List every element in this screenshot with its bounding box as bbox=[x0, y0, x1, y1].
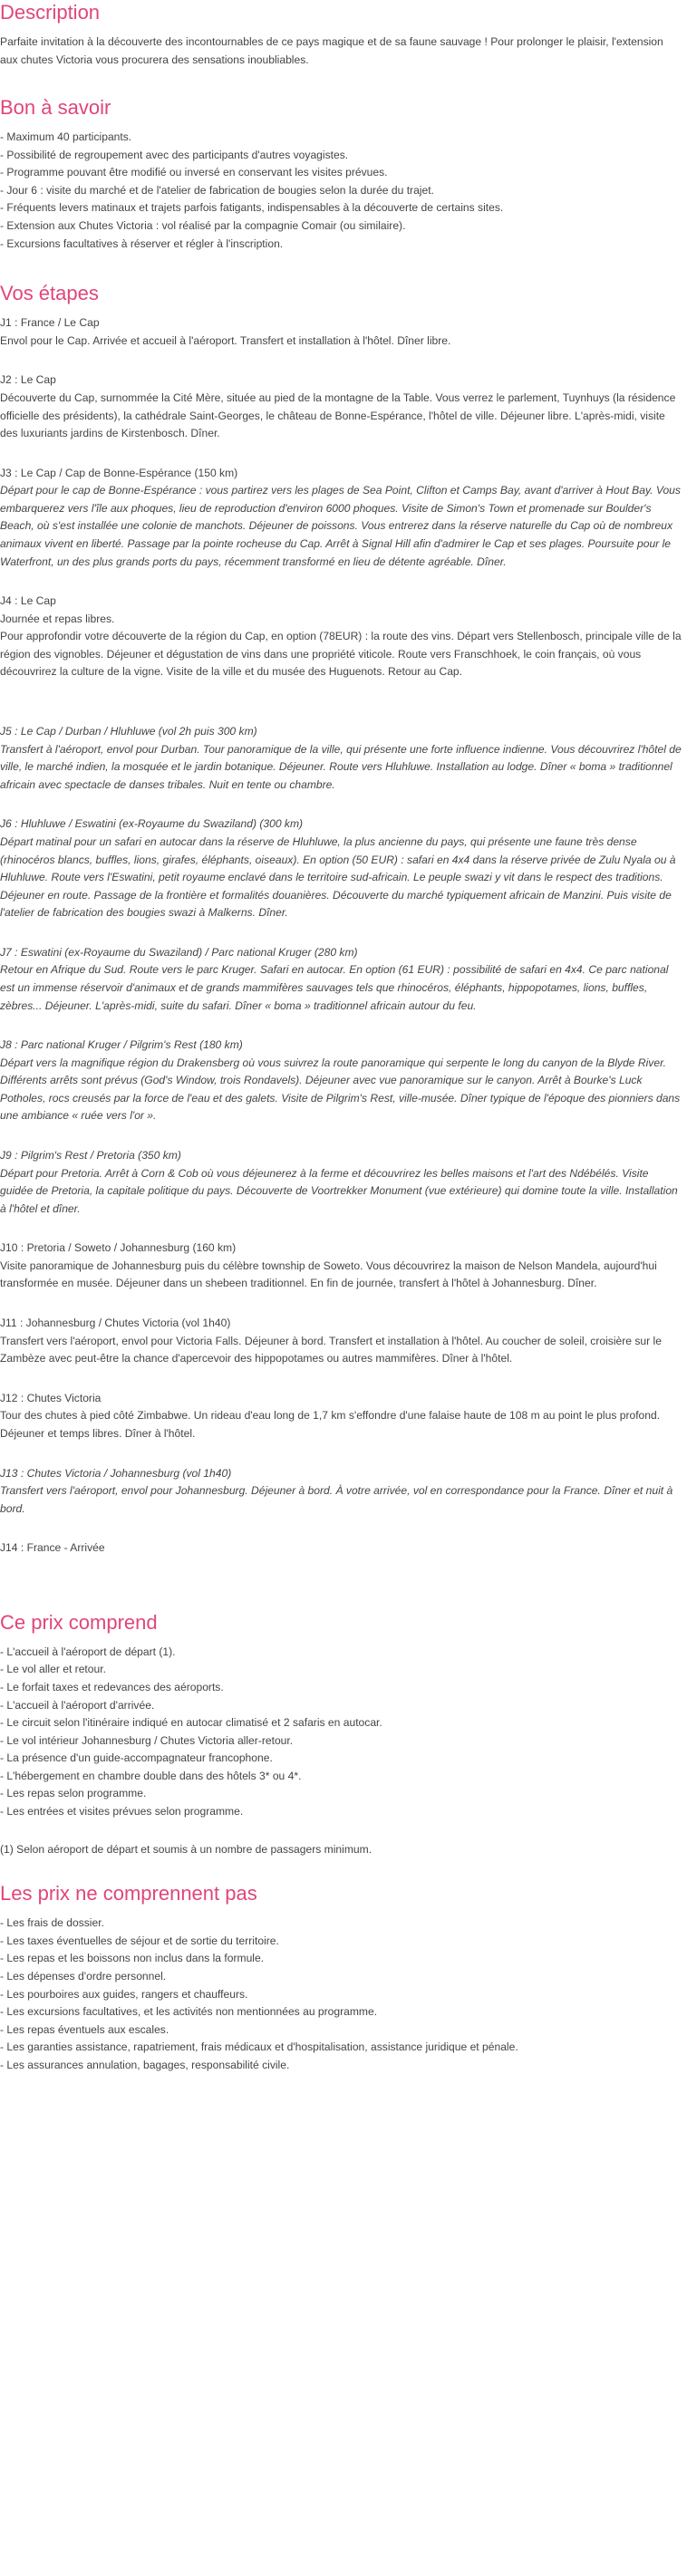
day-heading: J3 : Le Cap / Cap de Bonne-Espérance (150 km) bbox=[0, 466, 238, 479]
day-14 bbox=[0, 1539, 682, 1558]
description-title: Description bbox=[0, 1, 101, 24]
day-body: Tour des chutes à pied côté Zimbabwe. Un rideau d'eau long de 1,7 km s'effondre d'une falaise haute de 108 m au point le plus profond. Déjeuner et temps libres. Dîner à l'hôtel. bbox=[0, 1409, 661, 1440]
day-2 bbox=[0, 371, 682, 442]
etapes-list bbox=[0, 314, 682, 1558]
prix-non-comprend-title: Les prix ne comprennent pas bbox=[0, 1882, 257, 1905]
day-heading: J2 : Le Cap bbox=[0, 373, 56, 387]
prix-comprend-section bbox=[0, 1610, 682, 1858]
list-item: - Les entrées et visites prévues selon programme. bbox=[0, 1805, 244, 1819]
day-10 bbox=[0, 1240, 682, 1293]
bon-a-savoir-list bbox=[0, 129, 682, 253]
day-heading: J11 : Johannesburg / Chutes Victoria (vol 1h40) bbox=[0, 1317, 231, 1330]
list-item: - Les excursions facultatives, et les activités non mentionnées au programme. bbox=[0, 2005, 378, 2019]
day-body: Journée et repas libres. Pour approfondir votre découverte de la région du Cap, en option (78EUR) : la route des vins. Départ vers Stellenbosch, principale ville de la région des vignobles. Déjeuner et dégustation de vins dans une propriété viticole. Route vers Franschhoek, le coin français, où vous découvrirez la culture de la vigne. Visite de la ville et du musée des Huguenots. Retour au Cap. bbox=[0, 612, 682, 679]
list-item: - Les repas éventuels aux escales. bbox=[0, 2022, 169, 2036]
day-13 bbox=[0, 1465, 682, 1519]
etapes-section bbox=[0, 281, 682, 1558]
list-item: - Les pourboires aux guides, rangers et chauffeurs. bbox=[0, 1987, 248, 2001]
bon-a-savoir-title: Bon à savoir bbox=[0, 96, 111, 120]
list-item: - L'hébergement en chambre double dans des hôtels 3* ou 4*. bbox=[0, 1769, 302, 1782]
day-heading: J8 : Parc national Kruger / Pilgrim's Rest (180 km) bbox=[0, 1038, 243, 1052]
day-heading: J13 : Chutes Victoria / Johannesburg (vol 1h40) bbox=[0, 1466, 232, 1480]
day-3 bbox=[0, 465, 682, 571]
list-item: - L'accueil à l'aéroport d'arrivée. bbox=[0, 1698, 155, 1712]
list-item: - Extension aux Chutes Victoria : vol réalisé par la compagnie Comair (ou similaire). bbox=[0, 219, 406, 233]
spacer bbox=[0, 2074, 682, 2081]
description-text: Parfaite invitation à la découverte des incontournables de ce pays magique et de sa faune sauvage ! Pour prolonger le plaisir, l'extension aux chutes Victoria vous procurera des sensations inoubliables. bbox=[0, 35, 663, 66]
list-item: - Les assurances annulation, bagages, responsabilité civile. bbox=[0, 2058, 290, 2071]
day-heading: J6 : Hluhluwe / Eswatini (ex-Royaume du Swaziland) (300 km) bbox=[0, 817, 304, 831]
day-6 bbox=[0, 815, 682, 921]
bon-a-savoir-section bbox=[0, 95, 682, 253]
day-heading: J10 : Pretoria / Soweto / Johannesburg (160 km) bbox=[0, 1241, 237, 1255]
day-body: Retour en Afrique du Sud. Route vers le parc Kruger. Safari en autocar. En option (61 EUR) : possibilité de safari en 4x4. Ce parc national est un immense réservoir d'animaux et de grands mammifères sauvages tels que rhinocéros, éléphants, hippopotames, lions, buffles, zèbres... Déjeuner. L'après-midi, suite du safari. Dîner « boma » traditionnel africain autour du feu. bbox=[0, 963, 669, 1012]
etapes-title: Vos étapes bbox=[0, 282, 99, 305]
day-12 bbox=[0, 1390, 682, 1443]
list-item: - Les frais de dossier. bbox=[0, 1916, 104, 1930]
day-7 bbox=[0, 944, 682, 1015]
day-body: Découverte du Cap, surnommée la Cité Mère, située au pied de la montagne de la Table. Vous verrez le parlement, Tuynhuys (la résidence officielle des présidents), la cathédrale Saint-Georges, le château de Bonne-Espérance, l'hôtel de ville. Déjeuner libre. L'après-midi, visite des luxuriants jardins de Kirstenbosch. Dîner. bbox=[0, 391, 676, 440]
day-body: Envol pour le Cap. Arrivée et accueil à l'aéroport. Transfert et installation à l'hôtel. Dîner libre. bbox=[0, 333, 451, 347]
day-9 bbox=[0, 1147, 682, 1218]
day-heading: J5 : Le Cap / Durban / Hluhluwe (vol 2h puis 300 km) bbox=[0, 725, 257, 738]
day-4 bbox=[0, 593, 682, 681]
day-heading: J12 : Chutes Victoria bbox=[0, 1391, 102, 1404]
prix-comprend-title: Ce prix comprend bbox=[0, 1610, 158, 1634]
day-heading: J9 : Pilgrim's Rest / Pretoria (350 km) bbox=[0, 1149, 181, 1163]
day-8 bbox=[0, 1037, 682, 1125]
list-item: - Les taxes éventuelles de séjour et de sortie du territoire. bbox=[0, 1934, 279, 1947]
list-item: - Maximum 40 participants. bbox=[0, 130, 132, 144]
list-item: - Le vol intérieur Johannesburg / Chutes Victoria aller-retour. bbox=[0, 1733, 294, 1747]
day-body: Départ vers la magnifique région du Drakensberg où vous suivrez la route panoramique qui serpente le long du canyon de la Blyde River. Différents arrêts sont prévus (God's Window, trois Rondavels). Déjeuner avec vue panoramique sur le canyon. Arrêt à Bourke's Luck Potholes, rocs creusés par la force de l'eau et des galets. Visite de Pilgrim's Rest, ville-musée. Dîner typique de l'époque des pionniers dans une ambiance « ruée vers l'or ». bbox=[0, 1056, 681, 1123]
list-item: - Le forfait taxes et redevances des aéroports. bbox=[0, 1681, 224, 1693]
list-item: - Jour 6 : visite du marché et de l'atelier de fabrication de bougies selon la durée du trajet. bbox=[0, 183, 434, 197]
list-item: - Fréquents levers matinaux et trajets parfois fatigants, indispensables à la découverte de certains sites. bbox=[0, 201, 504, 215]
day-heading: J7 : Eswatini (ex-Royaume du Swaziland) / Parc national Kruger (280 km) bbox=[0, 945, 358, 959]
day-body: Départ pour le cap de Bonne-Espérance : vous partirez vers les plages de Sea Point, Clifton et Camps Bay, avant d'arriver à Hout Bay. Vous embarquerez vers l'île aux phoques, lieu de reproduction d'environ 6000 phoques. Visite de Simon's Town et promenade sur Boulder's Beach, où s'est installée une colonie de manchots. Déjeuner de poissons. Vous entrerez dans la réserve naturelle du Cap où de nombreux animaux vivent en liberté. Passage par la pointe rocheuse du Cap. Arrêt à Signal Hill afin d'admirer le Cap et ses plages. Poursuite pour le Waterfront, un des plus grands ports du pays, récemment transformé en lieu de détente agréable. Dîner. bbox=[0, 484, 681, 568]
list-item: - Les garanties assistance, rapatriement, frais médicaux et d'hospitalisation, assistance juridique et pénale. bbox=[0, 2041, 518, 2054]
list-item: - Les repas et les boissons non inclus dans la formule. bbox=[0, 1952, 265, 1965]
prix-comprend-list bbox=[0, 1644, 682, 1821]
prix-non-comprend-list bbox=[0, 1915, 682, 2074]
day-body: Transfert vers l'aéroport, envol pour Victoria Falls. Déjeuner à bord. Transfert et installation à l'hôtel. Au coucher de soleil, croisière sur le Zambèze avec peut-être la chance d'apercevoir des hippopotames ou autres mammifères. Dîner à l'hôtel. bbox=[0, 1334, 662, 1365]
list-item: - Excursions facultatives à réserver et régler à l'inscription. bbox=[0, 236, 284, 250]
list-item: - La présence d'un guide-accompagnateur francophone. bbox=[0, 1751, 273, 1765]
list-item: - Les repas selon programme. bbox=[0, 1787, 147, 1800]
day-body: Transfert à l'aéroport, envol pour Durban. Tour panoramique de la ville, qui présente une forte influence indienne. Vous découvrirez l'hôtel de ville, le marché indien, la mosquée et le jardin botanique. Déjeuner. Route vers Hluhluwe. Installation au lodge. Dîner « boma » traditionnel africain avec spectacle de danses tribales. Nuit en tente ou chambre. bbox=[0, 742, 682, 791]
day-heading: J14 : France - Arrivée bbox=[0, 1541, 105, 1555]
day-11 bbox=[0, 1315, 682, 1368]
day-heading: J4 : Le Cap bbox=[0, 594, 56, 608]
list-item: - Possibilité de regroupement avec des participants d'autres voyagistes. bbox=[0, 148, 349, 161]
list-item: - Le circuit selon l'itinéraire indiqué en autocar climatisé et 2 safaris en autocar. bbox=[0, 1716, 382, 1730]
list-item: - Les dépenses d'ordre personnel. bbox=[0, 1969, 167, 1983]
day-body: Départ matinal pour un safari en autocar dans la réserve de Hluhluwe, la plus ancienne du pays, qui présente une faune très dense (rhinocéros blancs, buffles, lions, girafes, éléphants, oiseaux). En option (50 EUR) : safari en 4x4 dans la réserve privée de Zulu Nyala ou à Hluhluwe. Route vers l'Eswatini, petit royaume enclavé dans le territoire sud-africain. Le peuple swazi y vit dans le respect des traditions. Déjeuner en route. Passage de la frontière et formalités douanières. Découverte du marché typiquement africain de Manzini. Puis visite de l'atelier de fabrication des bougies swazi à Malkerns. Dîner. bbox=[0, 835, 676, 920]
description-section bbox=[0, 0, 682, 69]
prix-non-comprend-section bbox=[0, 1881, 682, 2074]
list-item: - Programme pouvant être modifié ou inversé en conservant les visites prévues. bbox=[0, 166, 388, 179]
day-body: Transfert vers l'aéroport, envol pour Johannesburg. Déjeuner à bord. À votre arrivée, vol en correspondance pour la France. Dîner et nuit à bord. bbox=[0, 1484, 673, 1515]
day-body: Départ pour Pretoria. Arrêt à Corn & Cob où vous déjeunerez à la ferme et découvrirez les belles maisons et l'art des Ndébélés. Visite guidée de Pretoria, la capitale politique du pays. Découverte de Voortrekker Monument (vue extérieure) qui domine toute la ville. Installation à l'hôtel et dîner. bbox=[0, 1166, 678, 1215]
list-item: - L'accueil à l'aéroport de départ (1). bbox=[0, 1645, 176, 1658]
day-5 bbox=[0, 723, 682, 794]
list-item: - Le vol aller et retour. bbox=[0, 1663, 106, 1676]
footnote: (1) Selon aéroport de départ et soumis à un nombre de passagers minimum. bbox=[0, 1842, 373, 1856]
day-1 bbox=[0, 314, 682, 350]
day-body: Visite panoramique de Johannesburg puis du célèbre township de Soweto. Vous découvrirez la maison de Nelson Mandela, aujourd'hui transformée en musée. Déjeuner dans un shebeen traditionnel. En fin de journée, transfert à l'hôtel à Johannesburg. Dîner. bbox=[0, 1259, 657, 1290]
day-heading: J1 : France / Le Cap bbox=[0, 316, 100, 330]
